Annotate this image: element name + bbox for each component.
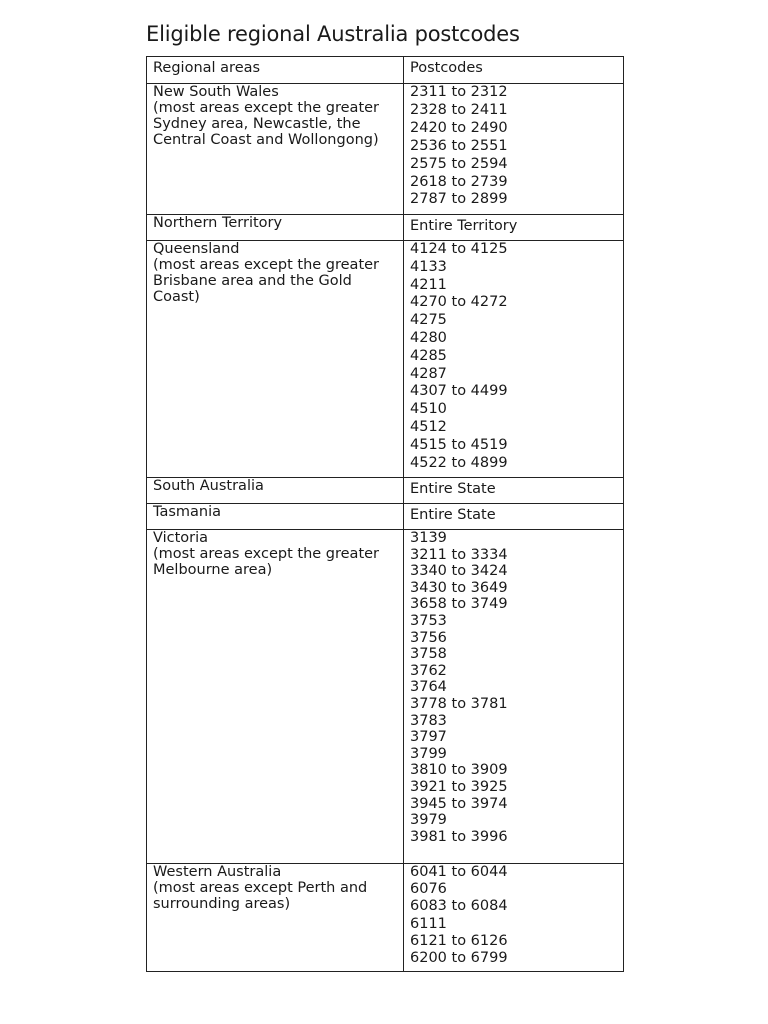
- postcode-cell: [404, 241, 624, 478]
- postcode-range: 4515 to 4519: [410, 436, 508, 453]
- postcode-cell: [404, 530, 624, 864]
- area-name: South Australia: [153, 478, 264, 494]
- area-cell: [147, 864, 404, 972]
- postcode-table: [146, 56, 624, 972]
- postcode-range: 3753: [410, 612, 447, 629]
- postcode-range: Entire State: [410, 507, 496, 523]
- area-note: (most areas except the greater Melbourne area): [153, 546, 380, 578]
- postcode-range: 3340 to 3424: [410, 563, 508, 580]
- area-cell: [147, 215, 404, 241]
- postcode-range: 3211 to 3334: [410, 546, 508, 563]
- table-row: [147, 530, 624, 864]
- postcode-range: 6041 to 6044: [410, 864, 508, 880]
- postcode-list: [410, 241, 617, 472]
- page-title: Eligible regional Australia postcodes: [146, 22, 520, 46]
- postcode-range: 3758: [410, 646, 447, 663]
- postcode-range: Entire Territory: [410, 218, 518, 234]
- table-row: [147, 504, 624, 530]
- area-note: (most areas except the greater Brisbane area and the Gold Coast): [153, 257, 380, 305]
- postcode-range: 3783: [410, 712, 447, 729]
- postcode-range: 4211: [410, 276, 447, 293]
- postcode-range: 3921 to 3925: [410, 778, 508, 795]
- postcode-range: 3810 to 3909: [410, 762, 508, 779]
- area-note: (most areas except the greater Sydney area, Newcastle, the Central Coast and Wollongong): [153, 100, 380, 148]
- table-row: [147, 478, 624, 504]
- postcode-range: 3945 to 3974: [410, 795, 508, 812]
- postcode-cell: [404, 215, 624, 241]
- postcode-list: [410, 864, 617, 967]
- postcode-range: 2420 to 2490: [410, 119, 508, 136]
- postcode-range: 3430 to 3649: [410, 579, 508, 596]
- postcode-range: 4287: [410, 365, 447, 382]
- postcode-range: 2787 to 2899: [410, 191, 508, 208]
- postcode-range: 4133: [410, 258, 447, 275]
- postcode-range: 3979: [410, 812, 447, 829]
- area-note: (most areas except Perth and surrounding areas): [153, 880, 368, 912]
- table-row: [147, 241, 624, 478]
- postcode-range: 2575 to 2594: [410, 155, 508, 172]
- postcode-range: 3756: [410, 629, 447, 646]
- postcode-range: 4512: [410, 418, 447, 435]
- area-cell: [147, 504, 404, 530]
- postcode-range: Entire State: [410, 481, 496, 497]
- postcode-range: 4124 to 4125: [410, 241, 508, 257]
- area-cell: [147, 478, 404, 504]
- postcode-cell: [404, 478, 624, 504]
- postcode-range: 2328 to 2411: [410, 101, 508, 118]
- postcode-range: 4522 to 4899: [410, 454, 508, 471]
- postcode-range: 4510: [410, 401, 447, 418]
- area-cell: [147, 530, 404, 864]
- area-name: Queensland: [153, 241, 240, 257]
- postcode-range: 3799: [410, 745, 447, 762]
- postcode-range: 3658 to 3749: [410, 596, 508, 613]
- header-postcodes: Postcodes: [404, 57, 624, 84]
- table-header-row: [147, 57, 624, 84]
- postcode-range: 6076: [410, 881, 447, 898]
- postcode-range: 4307 to 4499: [410, 383, 508, 400]
- postcode-range: 3981 to 3996: [410, 828, 508, 845]
- postcode-range: 2618 to 2739: [410, 173, 508, 190]
- postcode-cell: [404, 84, 624, 215]
- header-regional-areas: Regional areas: [147, 57, 404, 84]
- postcode-range: 2536 to 2551: [410, 137, 508, 154]
- postcode-range: 2311 to 2312: [410, 84, 508, 100]
- area-cell: [147, 241, 404, 478]
- table-row: [147, 864, 624, 972]
- area-name: Victoria: [153, 530, 209, 546]
- area-name: Western Australia: [153, 864, 282, 880]
- postcode-range: 4275: [410, 312, 447, 329]
- table-row: [147, 84, 624, 215]
- table-row: [147, 215, 624, 241]
- postcode-range: 3139: [410, 530, 447, 546]
- postcode-range: 3762: [410, 662, 447, 679]
- postcode-range: 4270 to 4272: [410, 294, 508, 311]
- postcode-range: 3778 to 3781: [410, 695, 508, 712]
- postcode-range: 6200 to 6799: [410, 950, 508, 967]
- postcode-list: [410, 84, 617, 209]
- postcode-range: 4285: [410, 347, 447, 364]
- postcode-cell: [404, 504, 624, 530]
- postcode-range: 3764: [410, 679, 447, 696]
- postcode-range: 4280: [410, 329, 447, 346]
- area-name: Tasmania: [153, 504, 222, 520]
- postcode-list: [410, 530, 617, 845]
- postcode-range: 3797: [410, 729, 447, 746]
- postcode-range: 6111: [410, 915, 447, 932]
- area-name: New South Wales: [153, 84, 279, 100]
- area-cell: [147, 84, 404, 215]
- area-name: Northern Territory: [153, 215, 283, 231]
- postcode-cell: [404, 864, 624, 972]
- postcode-range: 6121 to 6126: [410, 932, 508, 949]
- postcode-range: 6083 to 6084: [410, 898, 508, 915]
